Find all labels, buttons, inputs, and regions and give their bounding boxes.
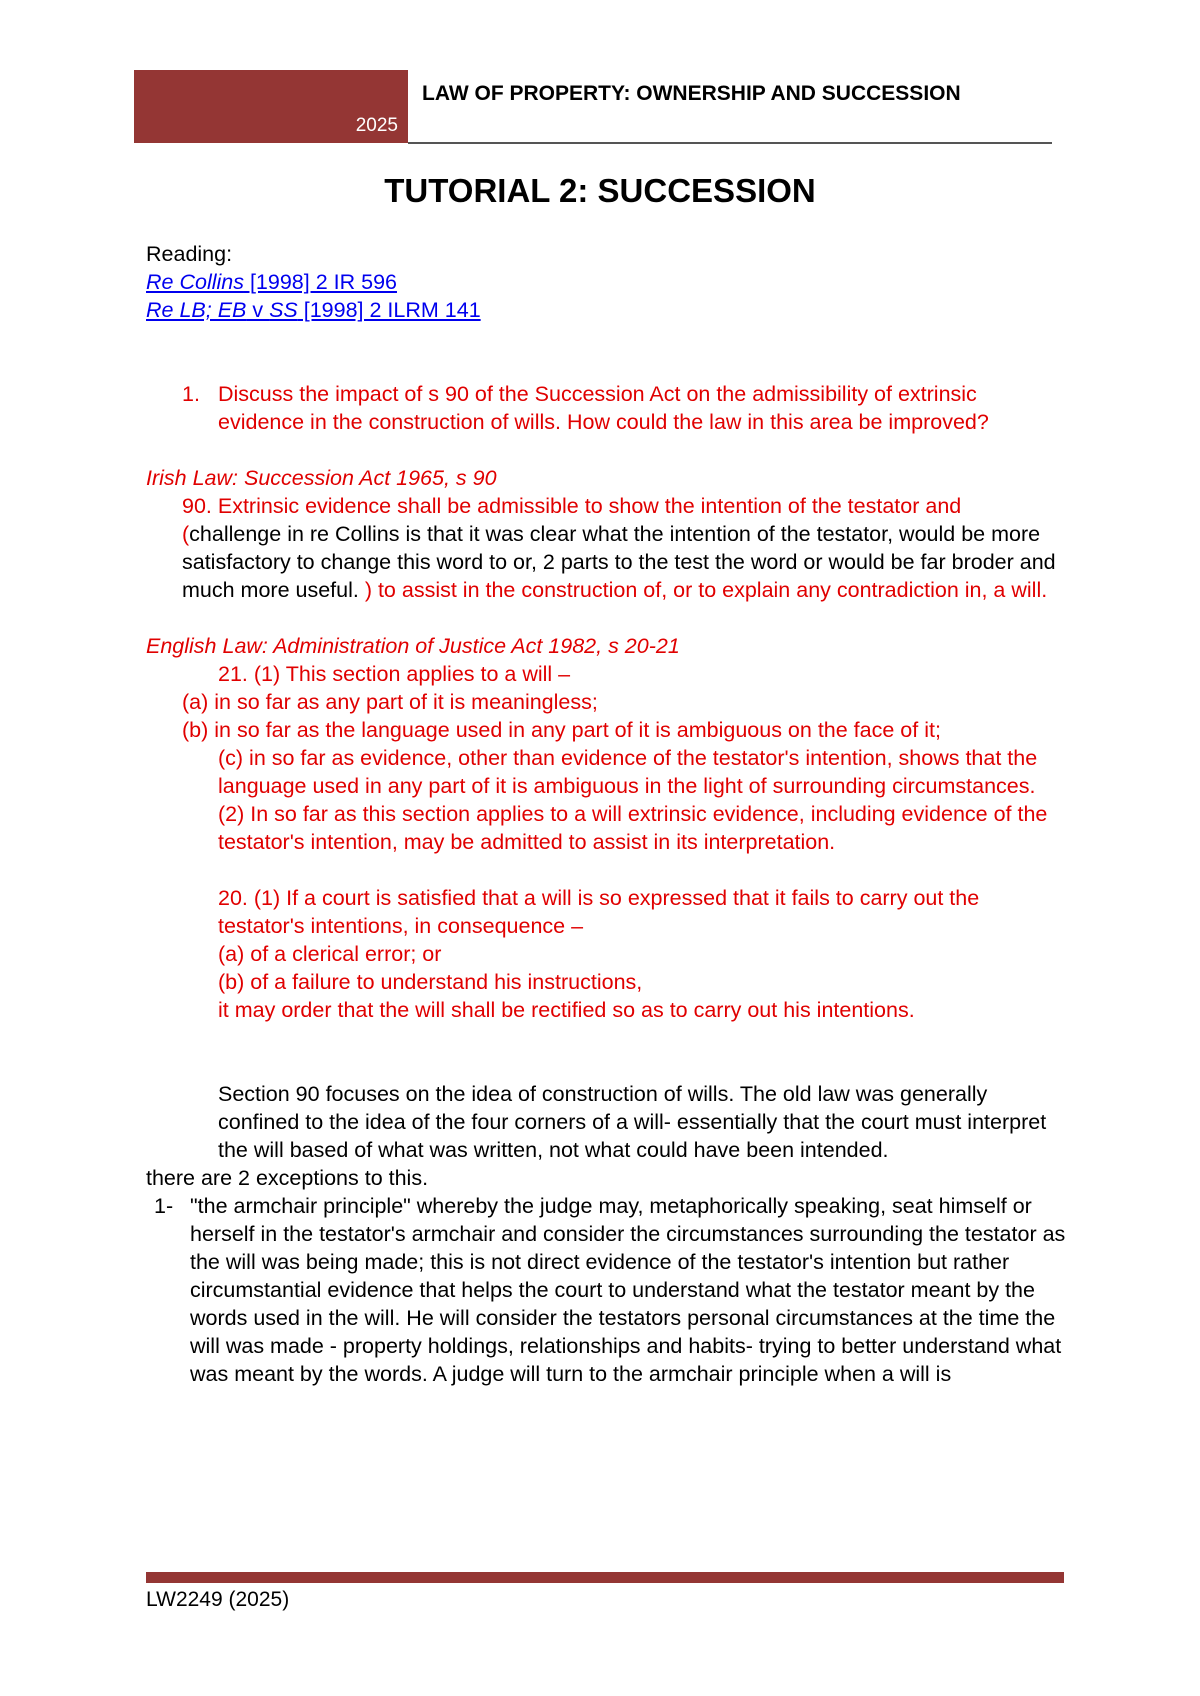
exception-item-1	[146, 1192, 1066, 1388]
header-year-box	[134, 70, 408, 143]
s21-b: (b) in so far as the language used in any part of it is ambiguous on the face of it;	[182, 718, 941, 742]
s20-a: (a) of a clerical error; or	[218, 942, 442, 966]
case-cite-re-collins[interactable]: [1998] 2 IR 596	[243, 270, 397, 294]
s90-part-b: ) to assist in the construction of, or to explain any contradiction in, a will.	[364, 578, 1048, 602]
s21-a: (a) in so far as any part of it is meaningless;	[182, 690, 598, 714]
s90-part-a: 90. Extrinsic evidence shall be admissible to show the intention of the testator and (	[182, 494, 962, 546]
header-year: 2025	[355, 115, 398, 136]
reading-ref-2[interactable]	[146, 296, 1066, 324]
footer-code: LW2249 (2025)	[146, 1588, 290, 1611]
question-text: Discuss the impact of s 90 of the Succession Act on the admissibility of extrinsic evidence in the construction of wills. How could the law in this area be improved?	[218, 382, 989, 434]
s21-c: (c) in so far as evidence, other than evidence of the testator's intention, shows that the language used in any part of it is ambiguous in the light of surrounding circumstances.	[218, 746, 1038, 798]
case-cite-re-lb[interactable]: [1998] 2 ILRM 141	[297, 298, 481, 322]
body-para-1: Section 90 focuses on the idea of construction of wills. The old law was generally confined to the idea of the four corners of a will- essentially that the court must interpret the will based of what was written, not what could have been intended.	[218, 1082, 1047, 1162]
s90-note: challenge in re Collins is that it was clear what the intention of the testator, would be more satisfactory to change this word to or, 2 parts to the test the word or would be far broder and much more useful.	[182, 522, 1056, 602]
document-body	[146, 240, 1066, 1388]
exception-number: 1-	[154, 1194, 174, 1218]
page-title: TUTORIAL 2: SUCCESSION	[384, 172, 816, 209]
body-para-2: there are 2 exceptions to this.	[146, 1166, 429, 1190]
exception-text: "the armchair principle" whereby the judge may, metaphorically speaking, seat himself or herself in the testator's armchair and consider the circumstances surrounding the testator as the will was being made; this is not direct evidence of the testator's intention but rather circumstantial evidence that helps the court to understand what the testator meant by the words used in the will. He will consider the testators personal circumstances at the time the will was made - property holdings, relationships and habits- trying to better understand what was meant by the words. A judge will turn to the armchair principle when a will is	[190, 1194, 1066, 1386]
reading-label: Reading:	[146, 242, 233, 266]
question-1	[146, 380, 1066, 436]
english-law-heading: English Law: Administration of Justice Act 1982, s 20-21	[146, 634, 680, 658]
question-number: 1.	[182, 382, 200, 406]
irish-law-heading: Irish Law: Succession Act 1965, s 90	[146, 466, 497, 490]
header-rule	[408, 142, 1052, 144]
case-link-re-collins[interactable]: Re Collins	[146, 270, 244, 294]
reading-ref-1[interactable]	[146, 268, 1066, 296]
header-title: LAW OF PROPERTY: OWNERSHIP AND SUCCESSION	[422, 82, 961, 105]
s20-1: 20. (1) If a court is satisfied that a will is so expressed that it fails to carry out the testator's intentions, in consequence –	[218, 886, 980, 938]
s20-b: (b) of a failure to understand his instructions,	[218, 970, 643, 994]
case-link-re-lb[interactable]: Re LB; EB	[146, 298, 247, 322]
s20-end: it may order that the will shall be rectified so as to carry out his intentions.	[218, 998, 915, 1022]
s21-1: 21. (1) This section applies to a will –	[218, 662, 571, 686]
footer-rule	[146, 1572, 1064, 1583]
case-link-ss[interactable]: SS	[269, 298, 298, 322]
s21-2: (2) In so far as this section applies to a will extrinsic evidence, including evidence of the testator's intention, may be admitted to assist in its interpretation.	[218, 802, 1048, 854]
case-link-mid[interactable]: v	[246, 298, 270, 322]
irish-s90-text	[146, 492, 1066, 604]
